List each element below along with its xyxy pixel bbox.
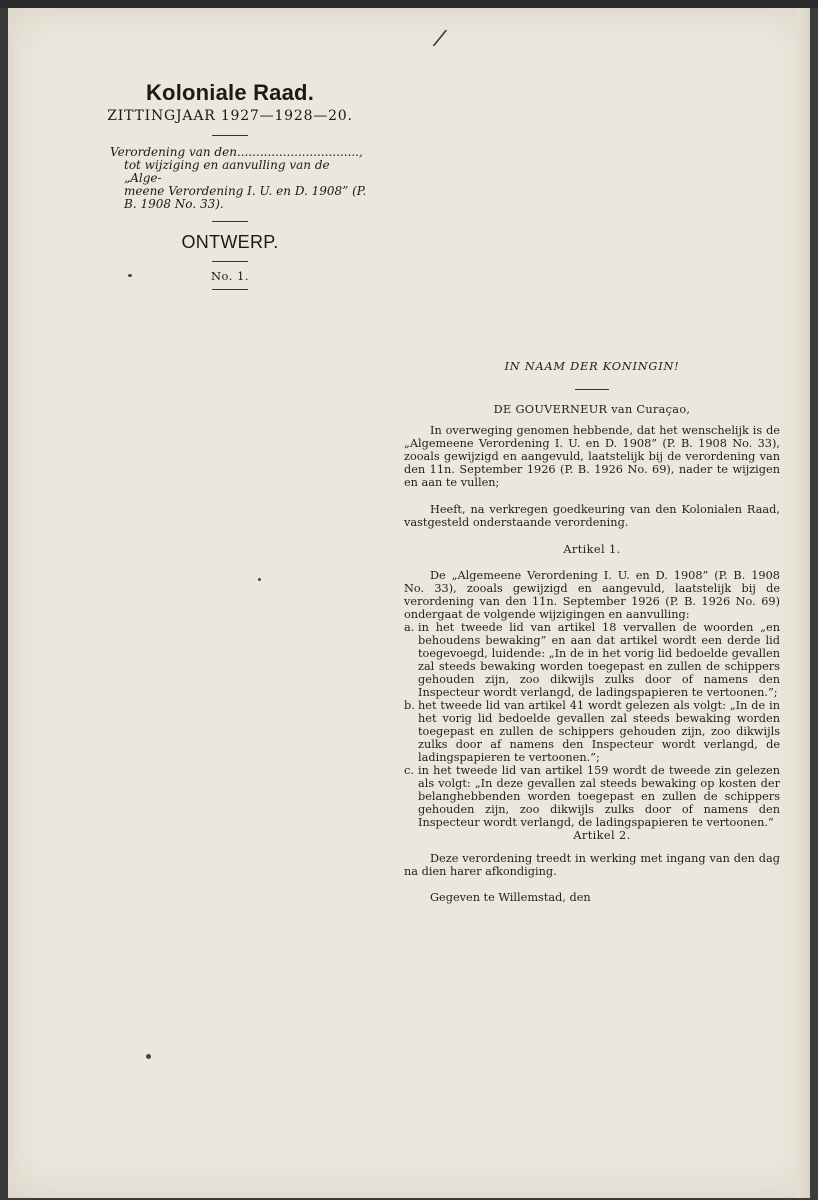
folio-mark: / [433,25,446,52]
ordinance-title-line: Verordening van den................................, [110,145,363,159]
ink-speck [146,1054,151,1059]
item-text: in het tweede lid van artikel 159 wordt de tweede zin gelezen als volgt: „In deze gevallen zal steeds bewaking op kosten der belanghebbenden worden toegepast en zullen de schippers gehouden zijn, zoo dikwijls zulks door of namens den Inspecteur wordt verlangd, de ladingspapieren te vertoonen.” [418,764,780,829]
list-item [404,621,780,699]
header-divider [212,289,248,290]
ordinance-title [110,146,370,211]
ordinance-body [404,360,780,904]
ink-speck [128,274,132,277]
item-text: in het tweede lid van artikel 18 vervallen de woorden „en behoudens bewaking” en aan dat artikel wordt een derde lid toegevoegd, luidende: „In de in het vorig lid bedoelde gevallen zal steeds bewaking worden toegepast en zullen de schippers gehouden zijn, zoo dikwijls zulks door of namens den Inspecteur wordt verlangd, de ladingspapieren te vertoonen.”; [418,621,780,699]
draft-label: ONTWERP. [181,232,279,252]
list-item [404,699,780,764]
page-left-edge [8,8,14,1198]
header-divider [212,135,248,136]
council-name: Koloniale Raad. [145,80,315,105]
effect-paragraph: Deze verordening treedt in werking met ingang van den dag na dien harer afkondiging. [404,852,780,878]
session-year: ZITTINGJAAR 1927—1928—20. [107,108,353,124]
scan-background [0,0,818,8]
header-divider [212,221,248,222]
article-1-heading: Artikel 1. [563,543,621,556]
considering-paragraph: In overweging genomen hebbende, dat het wenschelijk is de „Algemeene Verordening I. U. en D. 1908” (P. B. 1908 No. 33), zooals gewijzigd en aangevuld, laatstelijk bij de verordening van den 11n. September 1926 (P. B. 1926 No. 69), nader te wijzigen en aan te vullen; [404,424,780,489]
list-item [404,764,780,829]
document-header [90,80,370,290]
approval-paragraph: Heeft, na verkregen goedkeuring van den Kolonialen Raad, vastgesteld onderstaande verordening. [404,503,780,529]
document-page [8,8,810,1198]
body-divider [575,389,609,390]
ink-speck [258,578,261,581]
article-1-intro: De „Algemeene Verordening I. U. en D. 1908” (P. B. 1908 No. 33), zooals gewijzigd en aangevuld, laatstelijk bij de verordening van den 11n. September 1926 (P. B. 1926 No. 69) ondergaat de volgende wijzigingen en aanvulling: [404,569,780,621]
given-at-line: Gegeven te Willemstad, den [430,891,591,904]
item-label: c. [404,764,414,777]
page-right-edge [796,8,810,1198]
governor-line: DE GOUVERNEUR van Curaçao, [493,403,691,416]
ordinance-title-line: tot wijziging en aanvulling van de „Alge- [124,158,330,185]
header-divider [212,261,248,262]
draft-number: No. 1. [210,269,250,283]
item-label: b. [404,699,415,712]
invocation: IN NAAM DER KONINGIN! [504,360,680,373]
item-label: a. [404,621,415,634]
ordinance-title-line: meene Verordening I. U. en D. 1908” (P. [124,184,367,198]
item-text: het tweede lid van artikel 41 wordt gelezen als volgt: „In de in het vorig lid bedoelde gevallen zal steeds bewaking worden toegepast en zullen de schippers gehouden zijn, zoo dikwijls zulks door af namens den Inspecteur wordt verlangd, de ladingspapieren te vertoonen.”; [418,699,780,764]
article-1-items [404,621,780,829]
ordinance-title-line: B. 1908 No. 33). [124,197,224,211]
article-2-heading: Artikel 2. [573,829,631,842]
